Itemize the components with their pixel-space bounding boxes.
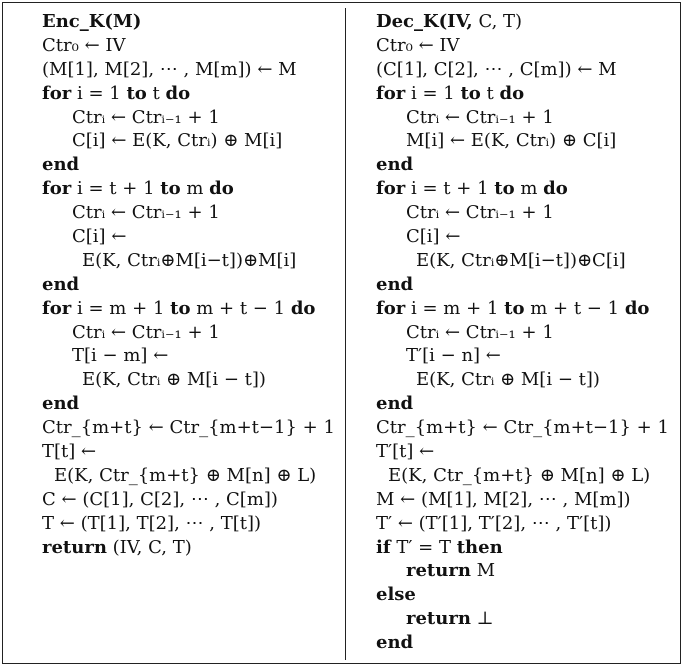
decrypt-line: Ctrᵢ ← Ctrᵢ₋₁ + 1 (406, 106, 554, 128)
decrypt-line: else (376, 584, 416, 606)
decrypt-line: C[i] ← (406, 226, 461, 248)
decrypt-line: for i = m + 1 to m + t − 1 do (376, 297, 650, 319)
encrypt-line: for i = m + 1 to m + t − 1 do (42, 297, 316, 319)
encrypt-line: Enc_K(M) (42, 11, 142, 32)
decrypt-line: T′[i − n] ← (406, 345, 501, 367)
encrypt-line: for i = 1 to t do (42, 82, 191, 104)
decrypt-line: E(K, Ctrᵢ⊕M[i−t])⊕C[i] (416, 249, 626, 271)
decrypt-line: Ctr_{m+t} ← Ctr_{m+t−1} + 1 (376, 417, 669, 439)
encrypt-line: (M[1], M[2], ⋯ , M[m]) ← M (42, 58, 297, 80)
decrypt-line: E(K, Ctr_{m+t} ⊕ M[n] ⊕ L) (388, 464, 651, 486)
decrypt-line: T′[t] ← (376, 441, 435, 463)
encrypt-line: Ctr_{m+t} ← Ctr_{m+t−1} + 1 (42, 417, 335, 439)
encrypt-line: C ← (C[1], C[2], ⋯ , C[m]) (42, 488, 278, 510)
decrypt-line: Ctrᵢ ← Ctrᵢ₋₁ + 1 (406, 321, 554, 343)
decrypt-line: end (376, 632, 414, 654)
encrypt-line: E(K, Ctr_{m+t} ⊕ M[n] ⊕ L) (54, 464, 317, 486)
decrypt-line: T′ ← (T′[1], T′[2], ⋯ , T′[t]) (376, 512, 612, 534)
column-divider (345, 8, 346, 660)
encrypt-line: T[t] ← (42, 441, 97, 463)
encrypt-line: end (42, 154, 80, 176)
encrypt-line: Ctr₀ ← IV (42, 34, 126, 56)
encrypt-line: end (42, 273, 80, 295)
encrypt-line: Ctrᵢ ← Ctrᵢ₋₁ + 1 (72, 106, 220, 128)
decrypt-line: M ← (M[1], M[2], ⋯ , M[m]) (376, 488, 631, 510)
decrypt-line: for i = 1 to t do (376, 82, 525, 104)
decrypt-line: return M (406, 560, 496, 582)
decrypt-line: return ⊥ (406, 608, 494, 630)
encrypt-line: C[i] ← E(K, Ctrᵢ) ⊕ M[i] (72, 130, 283, 152)
decrypt-line: Ctrᵢ ← Ctrᵢ₋₁ + 1 (406, 202, 554, 224)
encrypt-line: T ← (T[1], T[2], ⋯ , T[t]) (42, 512, 262, 534)
decrypt-line: if T′ = T then (376, 536, 503, 558)
encrypt-line: E(K, Ctrᵢ⊕M[i−t])⊕M[i] (82, 249, 297, 271)
decrypt-algorithm (376, 10, 669, 655)
decrypt-line: E(K, Ctrᵢ ⊕ M[i − t]) (416, 369, 600, 391)
encrypt-algorithm (42, 10, 335, 559)
encrypt-line: return (IV, C, T) (42, 536, 192, 558)
decrypt-line: M[i] ← E(K, Ctrᵢ) ⊕ C[i] (406, 130, 617, 152)
encrypt-line: end (42, 393, 80, 415)
encrypt-line: for i = t + 1 to m do (42, 178, 234, 200)
decrypt-line: (C[1], C[2], ⋯ , C[m]) ← M (376, 58, 617, 80)
encrypt-line: T[i − m] ← (72, 345, 169, 367)
decrypt-line: end (376, 154, 414, 176)
decrypt-line: for i = t + 1 to m do (376, 178, 568, 200)
encrypt-line: E(K, Ctrᵢ ⊕ M[i − t]) (82, 369, 266, 391)
encrypt-line: Ctrᵢ ← Ctrᵢ₋₁ + 1 (72, 202, 220, 224)
decrypt-line: end (376, 273, 414, 295)
decrypt-line: end (376, 393, 414, 415)
decrypt-line: Dec_K(IV, C, T) (376, 11, 523, 32)
encrypt-line: Ctrᵢ ← Ctrᵢ₋₁ + 1 (72, 321, 220, 343)
encrypt-line: C[i] ← (72, 226, 127, 248)
decrypt-line: Ctr₀ ← IV (376, 34, 460, 56)
